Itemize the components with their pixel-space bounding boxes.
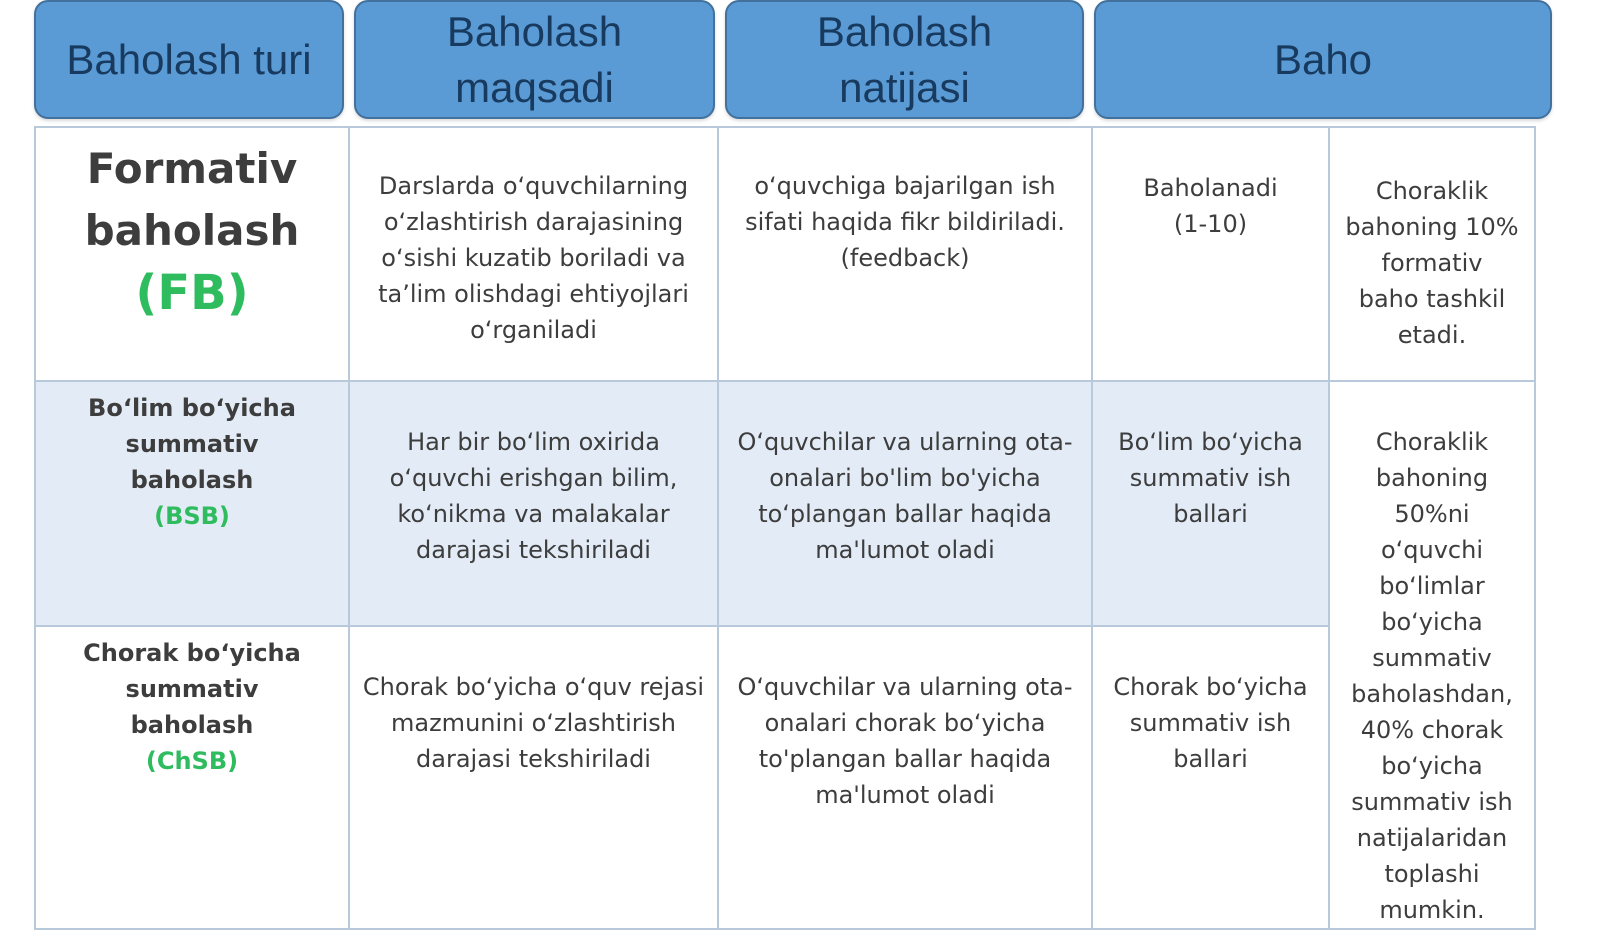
result-cell-fb: o‘quvchiga bajarilgan ish sifati haqida fikr bildiriladi. (feedback) xyxy=(718,127,1092,381)
abbr-chsb: (ChSB) xyxy=(145,746,239,775)
table-row-chsb xyxy=(35,626,1535,929)
assessment-table xyxy=(34,126,1536,930)
header-baholash-maqsadi: Baholash maqsadi xyxy=(354,0,715,119)
header-baho: Baho xyxy=(1094,0,1552,119)
header-baholash-natijasi: Baholash natijasi xyxy=(725,0,1084,119)
type-cell-bsb: Bo‘lim bo‘yicha summativ baholash (BSB) xyxy=(35,381,349,626)
grade-cell-chsb: Chorak bo‘yicha summativ ish ballari xyxy=(1092,626,1329,929)
table-row-formativ xyxy=(35,127,1535,381)
goal-cell-chsb: Chorak bo‘yicha o‘quv rejasi mazmunini o‘zlashtirish darajasi tekshiriladi xyxy=(349,626,718,929)
header-baholash-turi: Baholash turi xyxy=(34,0,344,119)
note-cell-summativ: Choraklik bahoning 50%ni o‘quvchi bo‘limlar bo‘yicha summativ baholashdan, 40% chorak bo‘yicha summativ ish natijalaridan toplashi mumkin. xyxy=(1329,381,1535,929)
note-cell-fb: Choraklik bahoning 10% formativ baho tashkil etadi. xyxy=(1329,127,1535,381)
grade-cell-bsb: Bo‘lim bo‘yicha summativ ish ballari xyxy=(1092,381,1329,626)
grade-cell-fb: Baholanadi (1-10) xyxy=(1092,127,1329,381)
result-cell-bsb: O‘quvchilar va ularning ota- onalari bo'lim bo'yicha to‘plangan ballar haqida ma'lumot oladi xyxy=(718,381,1092,626)
goal-cell-bsb: Har bir bo‘lim oxirida o‘quvchi erishgan bilim, ko‘nikma va malakalar darajasi tekshiriladi xyxy=(349,381,718,626)
type-cell-fb: Formativ baholash (FB) xyxy=(35,127,349,381)
goal-cell-fb: Darslarda o‘quvchilarning o‘zlashtirish darajasining o‘sishi kuzatib boriladi va ta’lim olishdagi ehtiyojlari o‘rganiladi xyxy=(349,127,718,381)
abbr-bsb: (BSB) xyxy=(154,502,230,530)
table-row-bsb xyxy=(35,381,1535,626)
result-cell-chsb: O‘quvchilar va ularning ota- onalari chorak bo‘yicha to'plangan ballar haqida ma'lumot oladi xyxy=(718,626,1092,929)
abbr-fb: (FB) xyxy=(135,265,249,321)
type-cell-chsb: Chorak bo‘yicha summativ baholash (ChSB) xyxy=(35,626,349,929)
